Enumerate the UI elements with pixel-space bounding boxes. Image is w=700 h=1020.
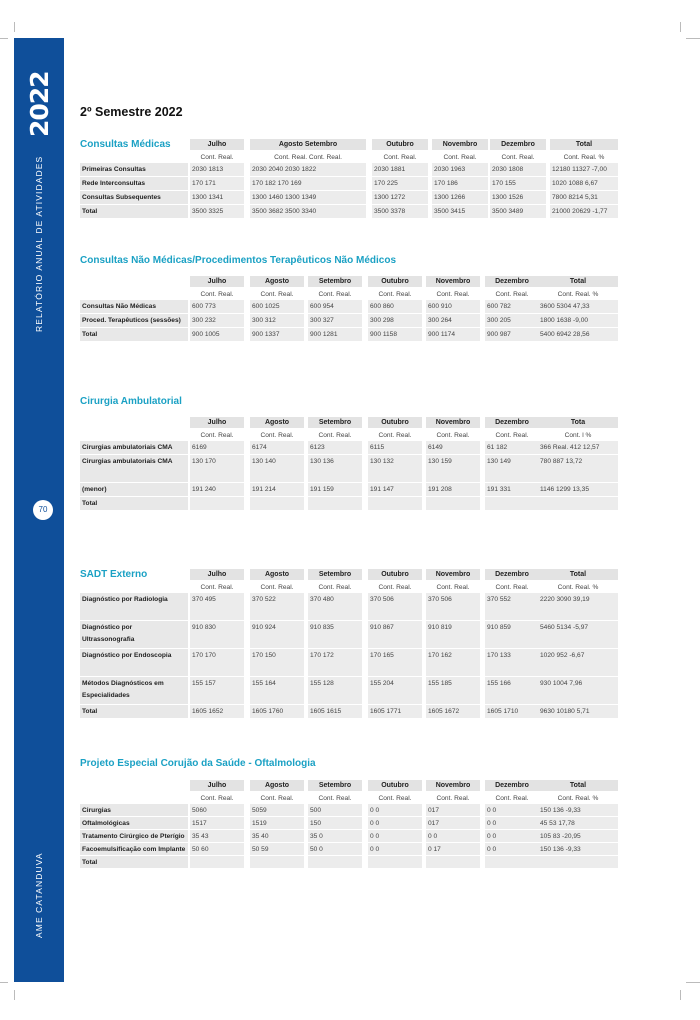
row-label: Oftalmológicas xyxy=(80,817,188,829)
table-cell: 50 0 xyxy=(308,843,362,855)
section-title: Consultas Médicas xyxy=(80,139,171,150)
table-cell: 1020 1088 6,67 xyxy=(550,177,618,190)
row-label: Diagnóstico por Ultrassonografia xyxy=(80,621,188,648)
column-subheader: Cont. Real. % xyxy=(563,154,605,161)
table-cell: 1605 1771 xyxy=(368,705,422,718)
crop-mark xyxy=(0,982,8,983)
table-cell: 1300 1266 xyxy=(432,191,488,204)
table-cell: 2030 1881 xyxy=(372,163,428,176)
column-header: Outubro xyxy=(368,276,422,287)
table-cell: 370 506 xyxy=(368,593,422,620)
table-cell: 9630 10180 5,71 xyxy=(538,705,618,718)
table-cell: 170 171 xyxy=(190,177,244,190)
table-cell xyxy=(426,497,480,510)
column-subheader: Cont. Real. xyxy=(495,795,529,802)
table-cell: 1519 xyxy=(250,817,304,829)
column-header: Agosto xyxy=(250,780,304,791)
table-row xyxy=(80,205,620,219)
table-cell: 6174 xyxy=(250,441,304,454)
column-subheader: Cont. Real. xyxy=(260,584,294,591)
data-table xyxy=(80,417,620,511)
table-cell: 910 924 xyxy=(250,621,304,648)
crop-mark xyxy=(0,38,8,39)
section-title: SADT Externo xyxy=(80,569,148,580)
table-hdr-row xyxy=(80,139,620,151)
table-cell: 35 40 xyxy=(250,830,304,842)
column-header: Agosto Setembro xyxy=(250,139,366,150)
column-header: Total xyxy=(538,276,618,287)
table-cell: 1800 1638 -9,00 xyxy=(538,314,618,327)
column-subheader: Cont. Real. % xyxy=(557,584,599,591)
column-header: Novembro xyxy=(426,780,480,791)
table-cell: 0 0 xyxy=(485,843,539,855)
table-cell: 300 327 xyxy=(308,314,362,327)
table-cell: 130 140 xyxy=(250,455,304,482)
column-subheader: Cont. l % xyxy=(564,432,592,439)
table-row xyxy=(80,483,620,497)
table-cell: 500 xyxy=(308,804,362,816)
table-cell: 105 83 -20,95 xyxy=(538,830,618,842)
table-cell xyxy=(308,856,362,868)
column-header: Novembro xyxy=(426,276,480,287)
column-header: Julho xyxy=(190,139,244,150)
table-sub-row xyxy=(80,581,620,593)
row-label: Cirurgias ambulatoriais CMA xyxy=(80,455,188,482)
column-subheader: Cont. Real. % xyxy=(557,795,599,802)
section-title: Consultas Não Médicas/Procedimentos Terapêuticos Não Médicos xyxy=(80,255,397,266)
table-cell: 017 xyxy=(426,817,480,829)
table-cell: 5059 xyxy=(250,804,304,816)
table-row xyxy=(80,497,620,511)
table-sub-row xyxy=(80,288,620,300)
table-cell: 370 495 xyxy=(190,593,244,620)
table-cell: 130 132 xyxy=(368,455,422,482)
column-subheader: Cont. Real. xyxy=(495,432,529,439)
table-cell: 150 136 -9,33 xyxy=(538,843,618,855)
column-subheader: Cont. Real. xyxy=(318,291,352,298)
column-header: Julho xyxy=(190,569,244,580)
row-label: Primeiras Consultas xyxy=(80,163,188,176)
column-header: Dezembro xyxy=(490,139,546,150)
table-cell: 3500 3325 xyxy=(190,205,244,218)
table-cell: 900 1174 xyxy=(426,328,480,341)
column-header: Total xyxy=(538,569,618,580)
table-cell: 1605 1710 xyxy=(485,705,539,718)
table-cell xyxy=(250,856,304,868)
table-cell: 910 830 xyxy=(190,621,244,648)
table-cell: 1300 1460 1300 1349 xyxy=(250,191,366,204)
table-cell: 900 1005 xyxy=(190,328,244,341)
table-cell: 900 1158 xyxy=(368,328,422,341)
table-row xyxy=(80,649,620,677)
table-cell: 6149 xyxy=(426,441,480,454)
column-subheader: Cont. Real. xyxy=(436,584,470,591)
row-label: Cirurgias xyxy=(80,804,188,816)
data-table xyxy=(80,276,620,342)
column-subheader: Cont. Real. xyxy=(436,795,470,802)
table-cell: 600 860 xyxy=(368,300,422,313)
table-row xyxy=(80,328,620,342)
column-header: Dezembro xyxy=(485,569,539,580)
table-cell: 2220 3090 39,19 xyxy=(538,593,618,620)
table-cell xyxy=(426,856,480,868)
table-cell xyxy=(250,497,304,510)
table-cell: 0 0 xyxy=(368,817,422,829)
column-header: Setembro xyxy=(308,569,362,580)
column-header: Agosto xyxy=(250,417,304,428)
column-subheader: Cont. Real. Cont. Real. xyxy=(274,154,342,161)
table-cell: 155 185 xyxy=(426,677,480,704)
crop-mark xyxy=(686,38,700,39)
table-cell: 170 225 xyxy=(372,177,428,190)
table-row xyxy=(80,705,620,719)
row-label: Consultas Não Médicas xyxy=(80,300,188,313)
column-subheader: Cont. Real. xyxy=(378,795,412,802)
column-header: Novembro xyxy=(432,139,488,150)
table-cell xyxy=(368,497,422,510)
table-row xyxy=(80,804,620,817)
table-cell: 170 186 xyxy=(432,177,488,190)
table-row xyxy=(80,856,620,869)
table-cell: 3600 5304 47,33 xyxy=(538,300,618,313)
row-label: Total xyxy=(80,856,188,868)
table-cell: 150 xyxy=(308,817,362,829)
table-cell: 300 298 xyxy=(368,314,422,327)
data-table xyxy=(80,139,620,219)
table-cell: 300 312 xyxy=(250,314,304,327)
column-subheader: Cont. Real. xyxy=(436,291,470,298)
row-label: Tratamento Cirúrgico de Pterígio xyxy=(80,830,188,842)
column-subheader: Cont. Real. xyxy=(260,432,294,439)
column-subheader: Cont. Real. xyxy=(200,432,234,439)
table-cell: 2030 2040 2030 1822 xyxy=(250,163,366,176)
table-cell: 370 506 xyxy=(426,593,480,620)
table-cell: 3500 3415 xyxy=(432,205,488,218)
table-row xyxy=(80,441,620,455)
table-cell: 155 164 xyxy=(250,677,304,704)
table-cell: 0 0 xyxy=(368,843,422,855)
table-cell: 5060 xyxy=(190,804,244,816)
table-row xyxy=(80,314,620,328)
row-label: Cirurgias ambulatoriais CMA xyxy=(80,441,188,454)
table-cell: 1517 xyxy=(190,817,244,829)
table-cell: 170 133 xyxy=(485,649,539,676)
table-cell: 5460 5134 -5,97 xyxy=(538,621,618,648)
row-label: Consultas Subsequentes xyxy=(80,191,188,204)
table-row xyxy=(80,593,620,621)
table-cell: 50 60 xyxy=(190,843,244,855)
table-cell: 0 0 xyxy=(368,830,422,842)
column-subheader: Cont. Real. xyxy=(501,154,535,161)
table-cell: 155 204 xyxy=(368,677,422,704)
table-cell: 191 208 xyxy=(426,483,480,496)
table-cell: 900 1281 xyxy=(308,328,362,341)
table-cell: 910 819 xyxy=(426,621,480,648)
table-cell: 35 43 xyxy=(190,830,244,842)
table-cell: 61 182 xyxy=(485,441,539,454)
table-cell: 910 859 xyxy=(485,621,539,648)
table-cell: 300 205 xyxy=(485,314,539,327)
table-cell: 170 170 xyxy=(190,649,244,676)
table-cell: 1605 1672 xyxy=(426,705,480,718)
section-title: Cirurgia Ambulatorial xyxy=(80,396,182,407)
column-header: Dezembro xyxy=(485,276,539,287)
column-header: Dezembro xyxy=(485,780,539,791)
table-cell: 191 331 xyxy=(485,483,539,496)
table-cell: 017 xyxy=(426,804,480,816)
table-cell: 910 835 xyxy=(308,621,362,648)
table-cell xyxy=(190,856,244,868)
row-label: Proced. Terapêuticos (sessões) xyxy=(80,314,188,327)
table-cell: 600 773 xyxy=(190,300,244,313)
section-title: Projeto Especial Corujão da Saúde - Oftalmologia xyxy=(80,758,316,769)
column-subheader: Cont. Real. xyxy=(200,291,234,298)
table-cell: 300 264 xyxy=(426,314,480,327)
column-subheader: Cont. Real. xyxy=(318,432,352,439)
table-cell: 5400 6942 28,56 xyxy=(538,328,618,341)
table-hdr-row xyxy=(80,569,620,581)
page-number: 70 xyxy=(33,500,53,520)
column-header: Setembro xyxy=(308,780,362,791)
table-cell xyxy=(485,497,539,510)
table-cell: 366 Real. 412 12,57 xyxy=(538,441,618,454)
table-cell: 0 0 xyxy=(426,830,480,842)
table-cell: 35 0 xyxy=(308,830,362,842)
table-cell: 2030 1963 xyxy=(432,163,488,176)
table-cell: 910 867 xyxy=(368,621,422,648)
table-row xyxy=(80,191,620,205)
column-header: Novembro xyxy=(426,569,480,580)
column-subheader: Cont. Real. xyxy=(200,584,234,591)
table-row xyxy=(80,455,620,483)
crop-mark xyxy=(686,982,700,983)
table-cell: 191 240 xyxy=(190,483,244,496)
table-cell: 370 552 xyxy=(485,593,539,620)
table-cell: 0 0 xyxy=(485,804,539,816)
table-cell: 1605 1652 xyxy=(190,705,244,718)
column-header: Outubro xyxy=(368,780,422,791)
table-cell: 370 480 xyxy=(308,593,362,620)
column-header: Julho xyxy=(190,417,244,428)
report-title-vertical: RELATÓRIO ANUAL DE ATIVIDADES xyxy=(34,155,44,332)
column-header: Novembro xyxy=(426,417,480,428)
table-cell: 0 0 xyxy=(485,817,539,829)
table-cell: 7800 8214 5,31 xyxy=(550,191,618,204)
column-header: Outubro xyxy=(368,417,422,428)
data-table xyxy=(80,780,620,869)
column-subheader: Cont. Real. xyxy=(436,432,470,439)
table-cell: 130 149 xyxy=(485,455,539,482)
table-cell: 2030 1813 xyxy=(190,163,244,176)
table-row xyxy=(80,163,620,177)
table-hdr-row xyxy=(80,780,620,792)
column-header: Julho xyxy=(190,780,244,791)
table-cell: 191 214 xyxy=(250,483,304,496)
table-cell: 600 782 xyxy=(485,300,539,313)
column-header: Setembro xyxy=(308,417,362,428)
column-subheader: Cont. Real. xyxy=(378,584,412,591)
table-cell: 900 987 xyxy=(485,328,539,341)
row-label: Diagnóstico por Endoscopia xyxy=(80,649,188,676)
table-cell: 780 887 13,72 xyxy=(538,455,618,482)
table-cell: 50 59 xyxy=(250,843,304,855)
crop-mark xyxy=(680,22,681,32)
column-header: Outubro xyxy=(368,569,422,580)
table-cell: 600 1025 xyxy=(250,300,304,313)
table-sub-row xyxy=(80,429,620,441)
column-subheader: Cont. Real. xyxy=(443,154,477,161)
table-cell: 21000 20629 -1,77 xyxy=(550,205,618,218)
row-label: Total xyxy=(80,497,188,510)
table-cell: 300 232 xyxy=(190,314,244,327)
table-cell: 170 182 170 169 xyxy=(250,177,366,190)
table-cell: 6123 xyxy=(308,441,362,454)
table-hdr-row xyxy=(80,417,620,429)
table-cell: 45 53 17,78 xyxy=(538,817,618,829)
table-cell: 191 147 xyxy=(368,483,422,496)
table-cell: 3500 3378 xyxy=(372,205,428,218)
column-subheader: Cont. Real. xyxy=(318,795,352,802)
table-row xyxy=(80,843,620,856)
table-cell: 0 0 xyxy=(368,804,422,816)
table-cell: 1300 1272 xyxy=(372,191,428,204)
column-header: Tota xyxy=(538,417,618,428)
column-header: Julho xyxy=(190,276,244,287)
column-subheader: Cont. Real. % xyxy=(557,291,599,298)
column-subheader: Cont. Real. xyxy=(200,154,234,161)
org-name-vertical: AME CATANDUVA xyxy=(34,852,44,938)
table-cell xyxy=(308,497,362,510)
table-cell: 930 1004 7,96 xyxy=(538,677,618,704)
crop-mark xyxy=(14,22,15,32)
table-row xyxy=(80,177,620,191)
table-cell: 1300 1526 xyxy=(490,191,546,204)
table-sub-row xyxy=(80,792,620,804)
table-cell xyxy=(485,856,539,868)
table-cell: 6115 xyxy=(368,441,422,454)
table-cell: 130 159 xyxy=(426,455,480,482)
column-header: Dezembro xyxy=(485,417,539,428)
table-cell: 1605 1760 xyxy=(250,705,304,718)
table-cell: 370 522 xyxy=(250,593,304,620)
table-row xyxy=(80,817,620,830)
table-cell: 155 157 xyxy=(190,677,244,704)
column-subheader: Cont. Real. xyxy=(495,291,529,298)
table-cell: 1020 952 -6,67 xyxy=(538,649,618,676)
table-cell: 0 17 xyxy=(426,843,480,855)
row-label: Facoemulsificação com Implante xyxy=(80,843,188,855)
column-header: Total xyxy=(538,780,618,791)
year-mark: 2022 xyxy=(25,71,54,137)
table-cell: 1605 1615 xyxy=(308,705,362,718)
table-cell: 170 162 xyxy=(426,649,480,676)
crop-mark xyxy=(14,990,15,1000)
table-cell: 3500 3682 3500 3340 xyxy=(250,205,366,218)
crop-mark xyxy=(680,990,681,1000)
column-subheader: Cont. Real. xyxy=(260,291,294,298)
column-subheader: Cont. Real. xyxy=(378,432,412,439)
column-header: Setembro xyxy=(308,276,362,287)
table-cell xyxy=(190,497,244,510)
table-cell xyxy=(538,856,618,868)
data-table xyxy=(80,569,620,719)
table-cell: 130 136 xyxy=(308,455,362,482)
column-subheader: Cont. Real. xyxy=(378,291,412,298)
table-cell: 900 1337 xyxy=(250,328,304,341)
row-label: Total xyxy=(80,205,188,218)
table-cell: 2030 1808 xyxy=(490,163,546,176)
row-label: Métodos Diagnósticos em Especialidades xyxy=(80,677,188,704)
table-cell: 6169 xyxy=(190,441,244,454)
table-cell: 1300 1341 xyxy=(190,191,244,204)
table-cell: 12180 11327 -7,00 xyxy=(550,163,618,176)
table-cell: 170 150 xyxy=(250,649,304,676)
table-cell: 600 910 xyxy=(426,300,480,313)
row-label: Total xyxy=(80,328,188,341)
table-cell: 1146 1299 13,35 xyxy=(538,483,618,496)
table-row xyxy=(80,830,620,843)
table-cell: 150 136 -9,33 xyxy=(538,804,618,816)
table-row xyxy=(80,677,620,705)
table-cell: 155 128 xyxy=(308,677,362,704)
column-subheader: Cont. Real. xyxy=(383,154,417,161)
table-sub-row xyxy=(80,151,620,163)
table-cell xyxy=(368,856,422,868)
row-label: Total xyxy=(80,705,188,718)
table-row xyxy=(80,300,620,314)
row-label: Diagnóstico por Radiologia xyxy=(80,593,188,620)
table-cell: 3500 3489 xyxy=(490,205,546,218)
column-subheader: Cont. Real. xyxy=(495,584,529,591)
table-cell: 600 954 xyxy=(308,300,362,313)
row-label: Rede Interconsultas xyxy=(80,177,188,190)
column-subheader: Cont. Real. xyxy=(200,795,234,802)
column-header: Agosto xyxy=(250,569,304,580)
row-label: (menor) xyxy=(80,483,188,496)
column-header: Outubro xyxy=(372,139,428,150)
page-title: 2º Semestre 2022 xyxy=(80,105,183,119)
column-subheader: Cont. Real. xyxy=(318,584,352,591)
table-cell: 130 170 xyxy=(190,455,244,482)
table-cell: 170 165 xyxy=(368,649,422,676)
column-header: Total xyxy=(550,139,618,150)
table-cell: 170 172 xyxy=(308,649,362,676)
column-header: Agosto xyxy=(250,276,304,287)
table-cell: 0 0 xyxy=(485,830,539,842)
table-cell: 191 159 xyxy=(308,483,362,496)
table-row xyxy=(80,621,620,649)
column-subheader: Cont. Real. xyxy=(260,795,294,802)
table-cell xyxy=(538,497,618,510)
table-cell: 155 166 xyxy=(485,677,539,704)
table-cell: 170 155 xyxy=(490,177,546,190)
table-hdr-row xyxy=(80,276,620,288)
